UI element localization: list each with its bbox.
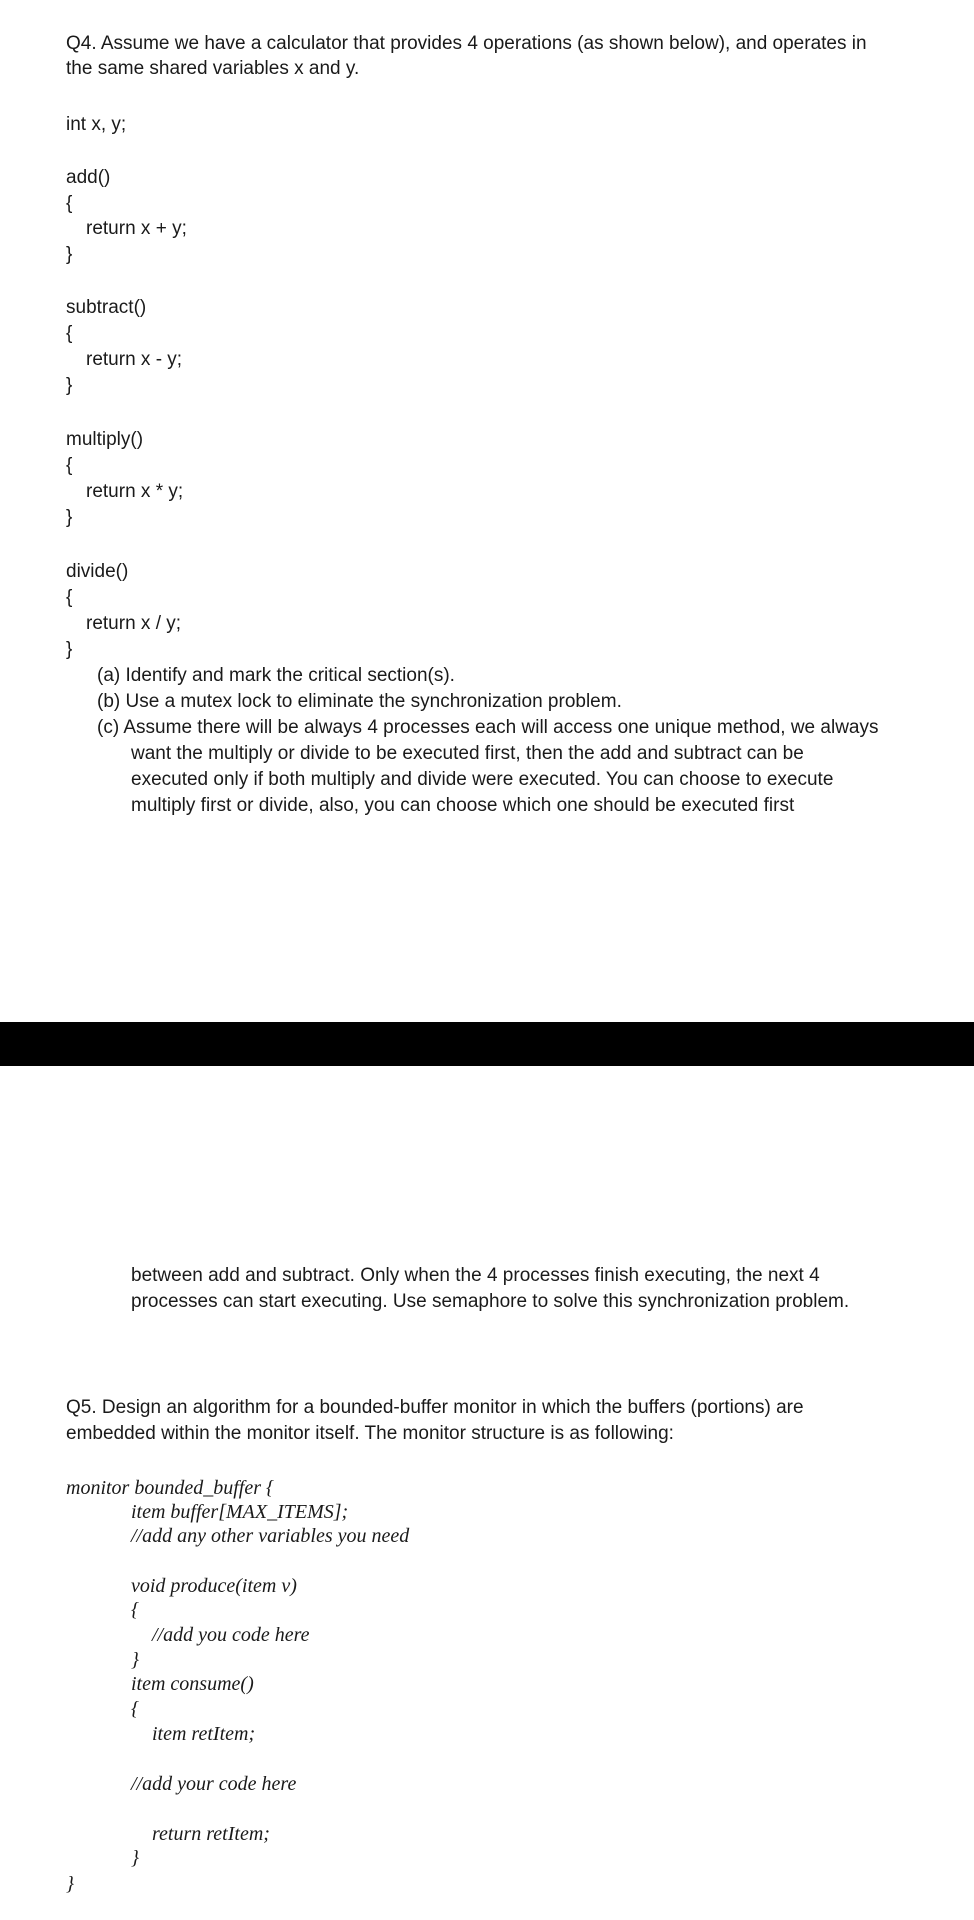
q5-intro-line-2: embedded within the monitor itself. The monitor structure is as following: <box>66 1423 674 1444</box>
consume-comment: //add your code here <box>131 1773 297 1795</box>
part-c-line-6: processes can start executing. Use semaphore to solve this synchronization problem. <box>131 1291 850 1312</box>
function-name: multiply() <box>66 429 144 450</box>
produce-open-brace: { <box>131 1599 139 1621</box>
function-body: return x * y; <box>86 481 184 502</box>
part-c-line-1: (c) Assume there will be always 4 processes each will access one unique method, we always <box>97 717 879 738</box>
open-brace: { <box>66 323 73 344</box>
q5-intro-line-1: Q5. Design an algorithm for a bounded-buffer monitor in which the buffers (portions) are <box>66 1397 804 1418</box>
open-brace: { <box>66 455 73 476</box>
buffer-declaration: item buffer[MAX_ITEMS]; <box>131 1501 349 1523</box>
part-c-line-2: want the multiply or divide to be executed first, then the add and subtract can be <box>131 743 804 764</box>
retitem-declaration: item retItem; <box>152 1723 256 1745</box>
part-b: (b) Use a mutex lock to eliminate the synchronization problem. <box>97 691 622 712</box>
function-name: divide() <box>66 561 129 582</box>
q4-intro-line-2: the same shared variables x and y. <box>66 58 360 79</box>
consume-signature: item consume() <box>131 1673 254 1695</box>
page-break-bar <box>0 1022 974 1066</box>
part-c-line-4: multiply first or divide, also, you can choose which one should be executed first <box>131 795 795 816</box>
q4-declaration: int x, y; <box>66 114 127 135</box>
part-a: (a) Identify and mark the critical section(s). <box>97 665 455 686</box>
function-name: subtract() <box>66 297 147 318</box>
return-statement: return retItem; <box>152 1823 270 1845</box>
consume-open-brace: { <box>131 1698 139 1720</box>
produce-signature: void produce(item v) <box>131 1575 297 1597</box>
variables-comment: //add any other variables you need <box>131 1525 410 1547</box>
produce-close-brace: } <box>131 1649 139 1671</box>
produce-comment: //add you code here <box>152 1624 310 1646</box>
close-brace: } <box>66 375 73 396</box>
consume-close-brace: } <box>131 1847 139 1869</box>
part-c-line-3: executed only if both multiply and divide were executed. You can choose to execute <box>131 769 834 790</box>
monitor-close-brace: } <box>66 1873 74 1895</box>
open-brace: { <box>66 587 73 608</box>
function-name: add() <box>66 167 111 188</box>
function-body: return x + y; <box>86 218 187 239</box>
part-c-line-5: between add and subtract. Only when the 4 processes finish executing, the next 4 <box>131 1265 820 1286</box>
function-body: return x / y; <box>86 613 182 634</box>
monitor-declaration: monitor bounded_buffer { <box>66 1477 274 1499</box>
close-brace: } <box>66 244 73 265</box>
open-brace: { <box>66 193 73 214</box>
close-brace: } <box>66 507 73 528</box>
close-brace: } <box>66 639 73 660</box>
function-body: return x - y; <box>86 349 183 370</box>
q4-intro-line-1: Q4. Assume we have a calculator that provides 4 operations (as shown below), and operates in <box>66 33 867 54</box>
